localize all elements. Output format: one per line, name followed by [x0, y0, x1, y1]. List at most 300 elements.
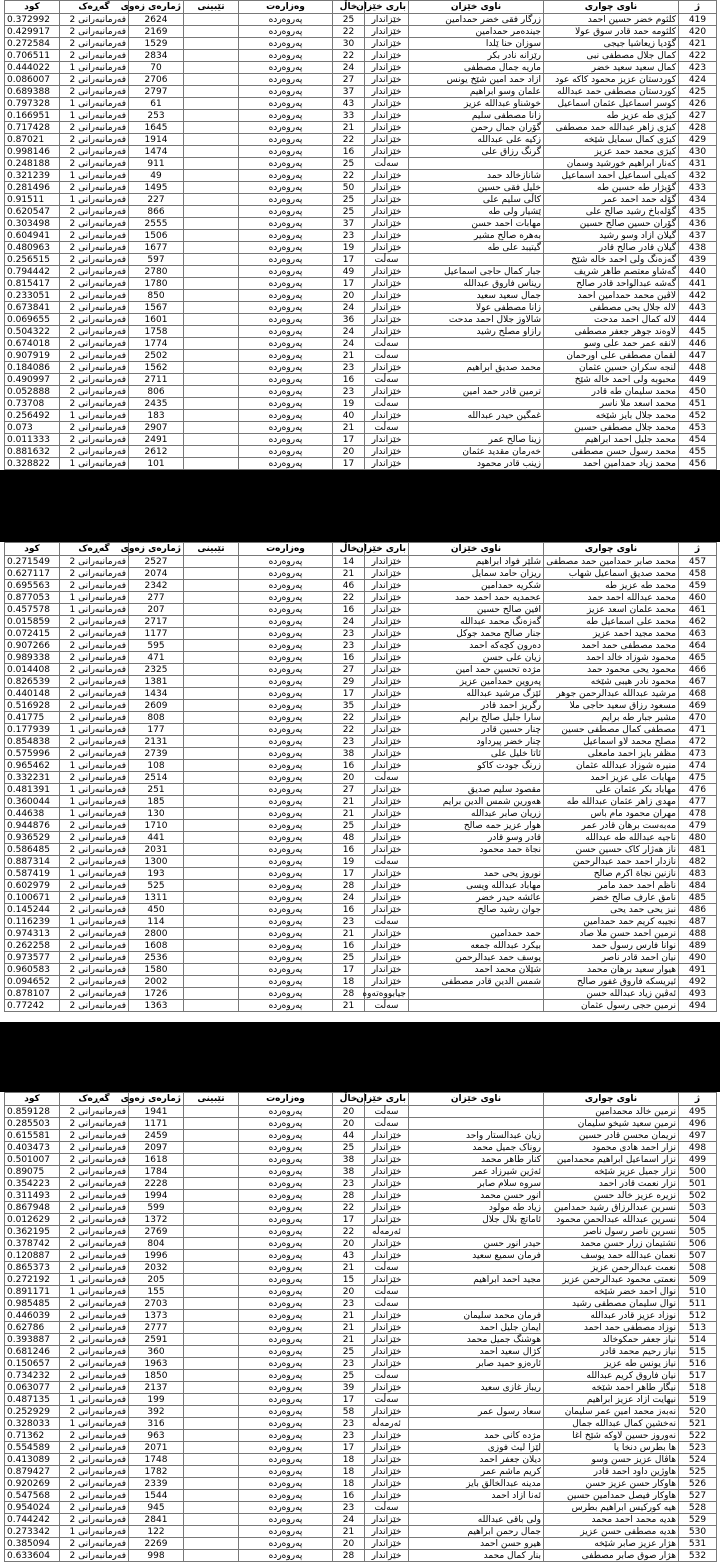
column-header-note: تێبینی [184, 543, 239, 556]
category-cell: فەرمانبەرانی 2 [60, 1490, 129, 1502]
ministry-cell: پەروەردە [239, 398, 333, 410]
full-name-cell: کەنار ابراهیم خورشید وسمان [544, 158, 679, 170]
family-name-cell: دیلان جعفر احمد [409, 1454, 544, 1466]
marital-status-cell: سەڵت [365, 1394, 409, 1406]
table-row [5, 326, 717, 338]
seq-cell: 508 [679, 1262, 717, 1274]
land-number-cell: 804 [129, 1238, 184, 1250]
seq-cell: 440 [679, 266, 717, 278]
land-number-cell: 806 [129, 386, 184, 398]
points-cell: 38 [333, 748, 365, 760]
marital-status-cell: جیابووەتەوە [365, 988, 409, 1000]
table-row [5, 134, 717, 146]
full-name-cell: هاوکار فیصل حمدامین حسین [544, 1490, 679, 1502]
table-row [5, 952, 717, 964]
family-name-cell: فرمان سمیع سعید [409, 1250, 544, 1262]
seq-cell: 430 [679, 146, 717, 158]
family-name-cell: جمال سعید سعید [409, 290, 544, 302]
code-cell: 0.954024 [5, 1502, 60, 1514]
full-name-cell: محمد علمان اسعد عزیز [544, 604, 679, 616]
land-number-cell: 2536 [129, 952, 184, 964]
category-cell: فەرمانبەرانی 2 [60, 1130, 129, 1142]
family-name-cell: هوشنگ جمیل محمد [409, 1334, 544, 1346]
category-cell: فەرمانبەرانی 1 [60, 410, 129, 422]
full-name-cell: کیژی طە عزیز طە [544, 110, 679, 122]
full-name-cell: محبوبە ولی احمد خالە شێخ [544, 374, 679, 386]
marital-status-cell: خێزاندار [365, 1238, 409, 1250]
marital-status-cell: خێزاندار [365, 640, 409, 652]
family-name-cell: علمان وسو ابراهیم [409, 86, 544, 98]
ministry-cell: پەروەردە [239, 616, 333, 628]
code-cell: 0.233051 [5, 290, 60, 302]
ministry-cell: پەروەردە [239, 640, 333, 652]
family-name-cell: افین صالح حسین [409, 604, 544, 616]
marital-status-cell: خێزاندار [365, 976, 409, 988]
ministry-cell: پەروەردە [239, 278, 333, 290]
category-cell: فەرمانبەرانی 2 [60, 640, 129, 652]
note-cell [184, 748, 239, 760]
family-name-cell: زکیە علی عبداللە [409, 134, 544, 146]
note-cell [184, 326, 239, 338]
code-cell: 0.052888 [5, 386, 60, 398]
table-row [5, 928, 717, 940]
family-name-cell [409, 1394, 544, 1406]
points-cell: 17 [333, 254, 365, 266]
column-header-code: کود [5, 1093, 60, 1106]
points-cell: 25 [333, 206, 365, 218]
seq-cell: 520 [679, 1406, 717, 1418]
seq-cell: 498 [679, 1142, 717, 1154]
points-cell: 28 [333, 1550, 365, 1562]
ministry-cell: پەروەردە [239, 1118, 333, 1130]
land-number-cell: 1474 [129, 146, 184, 158]
ministry-cell: پەروەردە [239, 1274, 333, 1286]
header-row [5, 1, 717, 14]
marital-status-cell: خێزاندار [365, 290, 409, 302]
points-cell: 24 [333, 338, 365, 350]
table-row [5, 38, 717, 50]
table-row [5, 1298, 717, 1310]
ministry-cell: پەروەردە [239, 326, 333, 338]
full-name-cell: نرمین سعید شیخو سلیمان [544, 1118, 679, 1130]
category-cell: فەرمانبەرانی 1 [60, 724, 129, 736]
category-cell: فەرمانبەرانی 2 [60, 206, 129, 218]
table-row [5, 712, 717, 724]
full-name-cell: مهران محمود مام باس [544, 808, 679, 820]
column-header-ministry: وەزارەت [239, 1093, 333, 1106]
seq-cell: 513 [679, 1322, 717, 1334]
note-cell [184, 218, 239, 230]
marital-status-cell: سەڵت [365, 338, 409, 350]
note-cell [184, 952, 239, 964]
land-number-cell: 207 [129, 604, 184, 616]
table-row [5, 688, 717, 700]
family-name-cell [409, 254, 544, 266]
table-row [5, 386, 717, 398]
note-cell [184, 844, 239, 856]
full-name-cell: نزار احمد هادی محمود [544, 1142, 679, 1154]
points-cell: 19 [333, 242, 365, 254]
points-cell: 17 [333, 688, 365, 700]
seq-cell: 465 [679, 652, 717, 664]
points-cell: 36 [333, 314, 365, 326]
table-row [5, 26, 717, 38]
ministry-cell: پەروەردە [239, 784, 333, 796]
land-number-cell: 227 [129, 194, 184, 206]
category-cell: فەرمانبەرانی 2 [60, 158, 129, 170]
ministry-cell: پەروەردە [239, 916, 333, 928]
code-cell: 0.177939 [5, 724, 60, 736]
table-row [5, 362, 717, 374]
marital-status-cell: خێزاندار [365, 446, 409, 458]
ministry-cell: پەروەردە [239, 86, 333, 98]
family-name-cell: زانا مصطفی عولا [409, 302, 544, 314]
column-header-mother: ناوی خێزان [409, 543, 544, 556]
land-number-cell: 2074 [129, 568, 184, 580]
full-name-cell: نیگار طاهر احمد شێخە [544, 1382, 679, 1394]
family-name-cell: خلیل فقی حسین [409, 182, 544, 194]
land-number-cell: 122 [129, 1526, 184, 1538]
table-row [5, 458, 717, 470]
marital-status-cell: خێزاندار [365, 410, 409, 422]
marital-status-cell: خێزاندار [365, 712, 409, 724]
points-cell: 21 [333, 808, 365, 820]
marital-status-cell: خێزاندار [365, 736, 409, 748]
full-name-cell: لنجە سکران حسین عثمان [544, 362, 679, 374]
family-name-cell [409, 158, 544, 170]
marital-status-cell: سەڵت [365, 1286, 409, 1298]
category-cell: فەرمانبەرانی 2 [60, 1178, 129, 1190]
full-name-cell: هیە کورکیس ابراهیم بطرس [544, 1502, 679, 1514]
family-name-cell: مهابات احمد حسن [409, 218, 544, 230]
code-cell: 0.481391 [5, 784, 60, 796]
ministry-cell: پەروەردە [239, 868, 333, 880]
category-cell: فەرمانبەرانی 2 [60, 748, 129, 760]
note-cell [184, 302, 239, 314]
points-cell: 16 [333, 904, 365, 916]
full-name-cell: نەوروز حسین لاوکە شێخ اغا [544, 1430, 679, 1442]
ministry-cell: پەروەردە [239, 952, 333, 964]
family-name-cell: گرنگ رزاق علی [409, 146, 544, 158]
family-name-cell: شمس الدین قادر مصطفی [409, 976, 544, 988]
points-cell: 43 [333, 1250, 365, 1262]
full-name-cell: نشتیمان زرار حسن محمد [544, 1238, 679, 1250]
note-cell [184, 1370, 239, 1382]
points-cell: 22 [333, 1202, 365, 1214]
table-row [5, 880, 717, 892]
code-cell: 0.681246 [5, 1346, 60, 1358]
table-row [5, 434, 717, 446]
note-cell [184, 410, 239, 422]
note-cell [184, 772, 239, 784]
category-cell: فەرمانبەرانی 2 [60, 1298, 129, 1310]
full-name-cell: گەشاو معتصم طاهر شریف [544, 266, 679, 278]
full-name-cell: نیاز جعفر حمکوخالد [544, 1334, 679, 1346]
category-cell: فەرمانبەرانی 2 [60, 1250, 129, 1262]
ministry-cell: پەروەردە [239, 26, 333, 38]
family-name-cell: جیندەمر حمدامین [409, 26, 544, 38]
points-cell: 38 [333, 1154, 365, 1166]
table-row [5, 158, 717, 170]
land-number-cell: 1914 [129, 134, 184, 146]
code-cell: 0.615581 [5, 1130, 60, 1142]
full-name-cell: لاڤین محمد حمدامین احمد [544, 290, 679, 302]
code-cell: 0.965462 [5, 760, 60, 772]
seq-cell: 530 [679, 1526, 717, 1538]
marital-status-cell: خێزاندار [365, 688, 409, 700]
code-cell: 0.907266 [5, 640, 60, 652]
seq-cell: 480 [679, 832, 717, 844]
code-cell: 0.620547 [5, 206, 60, 218]
note-cell [184, 1418, 239, 1430]
table-row [5, 194, 717, 206]
seq-cell: 424 [679, 74, 717, 86]
seq-cell: 489 [679, 940, 717, 952]
seq-cell: 449 [679, 374, 717, 386]
ministry-cell: پەروەردە [239, 62, 333, 74]
marital-status-cell: خێزاندار [365, 182, 409, 194]
ministry-cell: پەروەردە [239, 1202, 333, 1214]
column-header-grade: خاڵ [333, 1093, 365, 1106]
code-cell: 0.120887 [5, 1250, 60, 1262]
code-cell: 0.328033 [5, 1418, 60, 1430]
full-name-cell: کیژی کمال سمایل شێخە [544, 134, 679, 146]
note-cell [184, 1130, 239, 1142]
land-number-cell: 1372 [129, 1214, 184, 1226]
points-cell: 35 [333, 700, 365, 712]
seq-cell: 456 [679, 458, 717, 470]
family-name-cell: رێزانە نادر بکر [409, 50, 544, 62]
table-row [5, 1490, 717, 1502]
points-cell: 23 [333, 1430, 365, 1442]
full-name-cell: گۆران حسین صالح حسین [544, 218, 679, 230]
family-name-cell: زانا مصطفی سلیم [409, 110, 544, 122]
family-name-cell [409, 1262, 544, 1274]
land-number-cell: 2514 [129, 772, 184, 784]
code-cell: 0.920269 [5, 1478, 60, 1490]
points-cell: 24 [333, 616, 365, 628]
category-cell: فەرمانبەرانی 2 [60, 182, 129, 194]
marital-status-cell: خێزاندار [365, 1538, 409, 1550]
marital-status-cell: خێزاندار [365, 1466, 409, 1478]
category-cell: فەرمانبەرانی 2 [60, 146, 129, 158]
family-name-cell: عحمدیە حمد احمد حمد [409, 592, 544, 604]
category-cell: فەرمانبەرانی 2 [60, 1190, 129, 1202]
points-cell: 22 [333, 26, 365, 38]
ministry-cell: پەروەردە [239, 362, 333, 374]
category-cell: فەرمانبەرانی 2 [60, 362, 129, 374]
code-cell: 0.516928 [5, 700, 60, 712]
note-cell [184, 98, 239, 110]
full-name-cell: مهابات علی عزیز احمد [544, 772, 679, 784]
category-cell: فەرمانبەرانی 2 [60, 302, 129, 314]
table-row [5, 1406, 717, 1418]
land-number-cell: 2435 [129, 398, 184, 410]
marital-status-cell: خێزاندار [365, 1250, 409, 1262]
category-cell: فەرمانبەرانی 2 [60, 398, 129, 410]
note-cell [184, 254, 239, 266]
land-number-cell: 130 [129, 808, 184, 820]
marital-status-cell: خێزاندار [365, 1358, 409, 1370]
land-number-cell: 1529 [129, 38, 184, 50]
marital-status-cell: خێزاندار [365, 146, 409, 158]
family-name-cell: روناک جمیل محمد [409, 1142, 544, 1154]
marital-status-cell: خێزاندار [365, 434, 409, 446]
land-number-cell: 199 [129, 1394, 184, 1406]
family-name-cell: ماریە جمال مصطفی [409, 62, 544, 74]
ministry-cell: پەروەردە [239, 1250, 333, 1262]
code-cell: 0.354223 [5, 1178, 60, 1190]
table-row [5, 1286, 717, 1298]
points-cell: 22 [333, 724, 365, 736]
category-cell: فەرمانبەرانی 2 [60, 1118, 129, 1130]
points-cell: 50 [333, 182, 365, 194]
points-cell: 20 [333, 446, 365, 458]
points-cell: 28 [333, 988, 365, 1000]
note-cell [184, 338, 239, 350]
family-name-cell: محمد صدیق ابراهیم [409, 362, 544, 374]
family-name-cell [409, 1000, 544, 1012]
seq-cell: 436 [679, 218, 717, 230]
seq-cell: 447 [679, 350, 717, 362]
land-number-cell: 1677 [129, 242, 184, 254]
code-cell: 0.867948 [5, 1202, 60, 1214]
seq-cell: 441 [679, 278, 717, 290]
land-number-cell: 1710 [129, 820, 184, 832]
marital-status-cell: خێزاندار [365, 134, 409, 146]
ministry-cell: پەروەردە [239, 410, 333, 422]
seq-cell: 457 [679, 556, 717, 568]
category-cell: فەرمانبەرانی 2 [60, 976, 129, 988]
table-row [5, 1274, 717, 1286]
note-cell [184, 1106, 239, 1118]
land-number-cell: 1963 [129, 1358, 184, 1370]
category-cell: فەرمانبەرانی 1 [60, 62, 129, 74]
land-number-cell: 360 [129, 1346, 184, 1358]
ministry-cell: پەروەردە [239, 928, 333, 940]
marital-status-cell: خێزاندار [365, 748, 409, 760]
land-number-cell: 2137 [129, 1382, 184, 1394]
note-cell [184, 556, 239, 568]
points-cell: 21 [333, 796, 365, 808]
ministry-cell: پەروەردە [239, 892, 333, 904]
code-cell: 0.015859 [5, 616, 60, 628]
table-row [5, 254, 717, 266]
family-name-cell [409, 350, 544, 362]
note-cell [184, 1466, 239, 1478]
table-row [5, 1130, 717, 1142]
points-cell: 44 [333, 1130, 365, 1142]
note-cell [184, 1454, 239, 1466]
seq-cell: 512 [679, 1310, 717, 1322]
ministry-cell: پەروەردە [239, 74, 333, 86]
family-name-cell: جنار صالح محمد جوکل [409, 628, 544, 640]
family-name-cell: جمال رحمن ابراهیم [409, 1526, 544, 1538]
land-number-cell: 1996 [129, 1250, 184, 1262]
points-cell: 23 [333, 640, 365, 652]
code-cell: 0.413089 [5, 1454, 60, 1466]
family-name-cell: زیان علی حسن [409, 652, 544, 664]
points-cell: 25 [333, 820, 365, 832]
points-cell: 16 [333, 760, 365, 772]
land-number-cell: 2502 [129, 350, 184, 362]
seq-cell: 445 [679, 326, 717, 338]
land-number-cell: 2777 [129, 1322, 184, 1334]
seq-cell: 511 [679, 1298, 717, 1310]
table-row [5, 374, 717, 386]
category-cell: فەرمانبەرانی 2 [60, 74, 129, 86]
page-2 [0, 542, 720, 1022]
table-row [5, 98, 717, 110]
code-cell: 0.100671 [5, 892, 60, 904]
ministry-cell: پەروەردە [239, 446, 333, 458]
ministry-cell: پەروەردە [239, 386, 333, 398]
category-cell: فەرمانبەرانی 2 [60, 134, 129, 146]
code-cell: 0.744242 [5, 1514, 60, 1526]
points-cell: 21 [333, 1262, 365, 1274]
ministry-cell: پەروەردە [239, 604, 333, 616]
points-cell: 25 [333, 14, 365, 26]
code-cell: 0.328822 [5, 458, 60, 470]
column-header-group: گەڕەک [60, 1093, 129, 1106]
marital-status-cell: خێزاندار [365, 38, 409, 50]
family-name-cell [409, 1226, 544, 1238]
column-header-note: تێبینی [184, 1093, 239, 1106]
note-cell [184, 86, 239, 98]
seq-cell: 421 [679, 38, 717, 50]
code-cell: 0.256515 [5, 254, 60, 266]
note-cell [184, 1490, 239, 1502]
full-name-cell: نسرین عبداللە عبدالحمن محمود [544, 1214, 679, 1226]
category-cell: فەرمانبەرانی 1 [60, 592, 129, 604]
category-cell: فەرمانبەرانی 2 [60, 700, 129, 712]
ministry-cell: پەروەردە [239, 434, 333, 446]
code-cell: 0.689388 [5, 86, 60, 98]
points-cell: 24 [333, 892, 365, 904]
column-header-marital: باری خێزان [365, 543, 409, 556]
marital-status-cell: سەڵت [365, 1298, 409, 1310]
family-name-cell: کریم ماشم عمر [409, 1466, 544, 1478]
ministry-cell: پەروەردە [239, 1478, 333, 1490]
marital-status-cell: خێزاندار [365, 880, 409, 892]
marital-status-cell: خێزاندار [365, 1178, 409, 1190]
family-name-cell: مقصود سلیم صدیق [409, 784, 544, 796]
ministry-cell: پەروەردە [239, 1322, 333, 1334]
note-cell [184, 1262, 239, 1274]
family-name-cell: ئارەزو حمید صابر [409, 1358, 544, 1370]
category-cell: فەرمانبەرانی 2 [60, 266, 129, 278]
note-cell [184, 856, 239, 868]
marital-status-cell: خێزاندار [365, 86, 409, 98]
full-name-cell: کلثوم خضر حسین احمد [544, 14, 679, 26]
code-cell: 0.815417 [5, 278, 60, 290]
category-cell: فەرمانبەرانی 2 [60, 712, 129, 724]
code-cell: 0.695563 [5, 580, 60, 592]
code-cell: 0.262258 [5, 940, 60, 952]
full-name-cell: نرمین حجی رسول عثمان [544, 1000, 679, 1012]
full-name-cell: لالە کمال احمد مدحت [544, 314, 679, 326]
table-row [5, 1166, 717, 1178]
note-cell [184, 314, 239, 326]
ministry-cell: پەروەردە [239, 664, 333, 676]
table-row [5, 1538, 717, 1550]
note-cell [184, 1202, 239, 1214]
code-cell: 0.77242 [5, 1000, 60, 1012]
seq-cell: 527 [679, 1490, 717, 1502]
category-cell: فەرمانبەرانی 2 [60, 26, 129, 38]
table-row [5, 832, 717, 844]
seq-cell: 500 [679, 1166, 717, 1178]
